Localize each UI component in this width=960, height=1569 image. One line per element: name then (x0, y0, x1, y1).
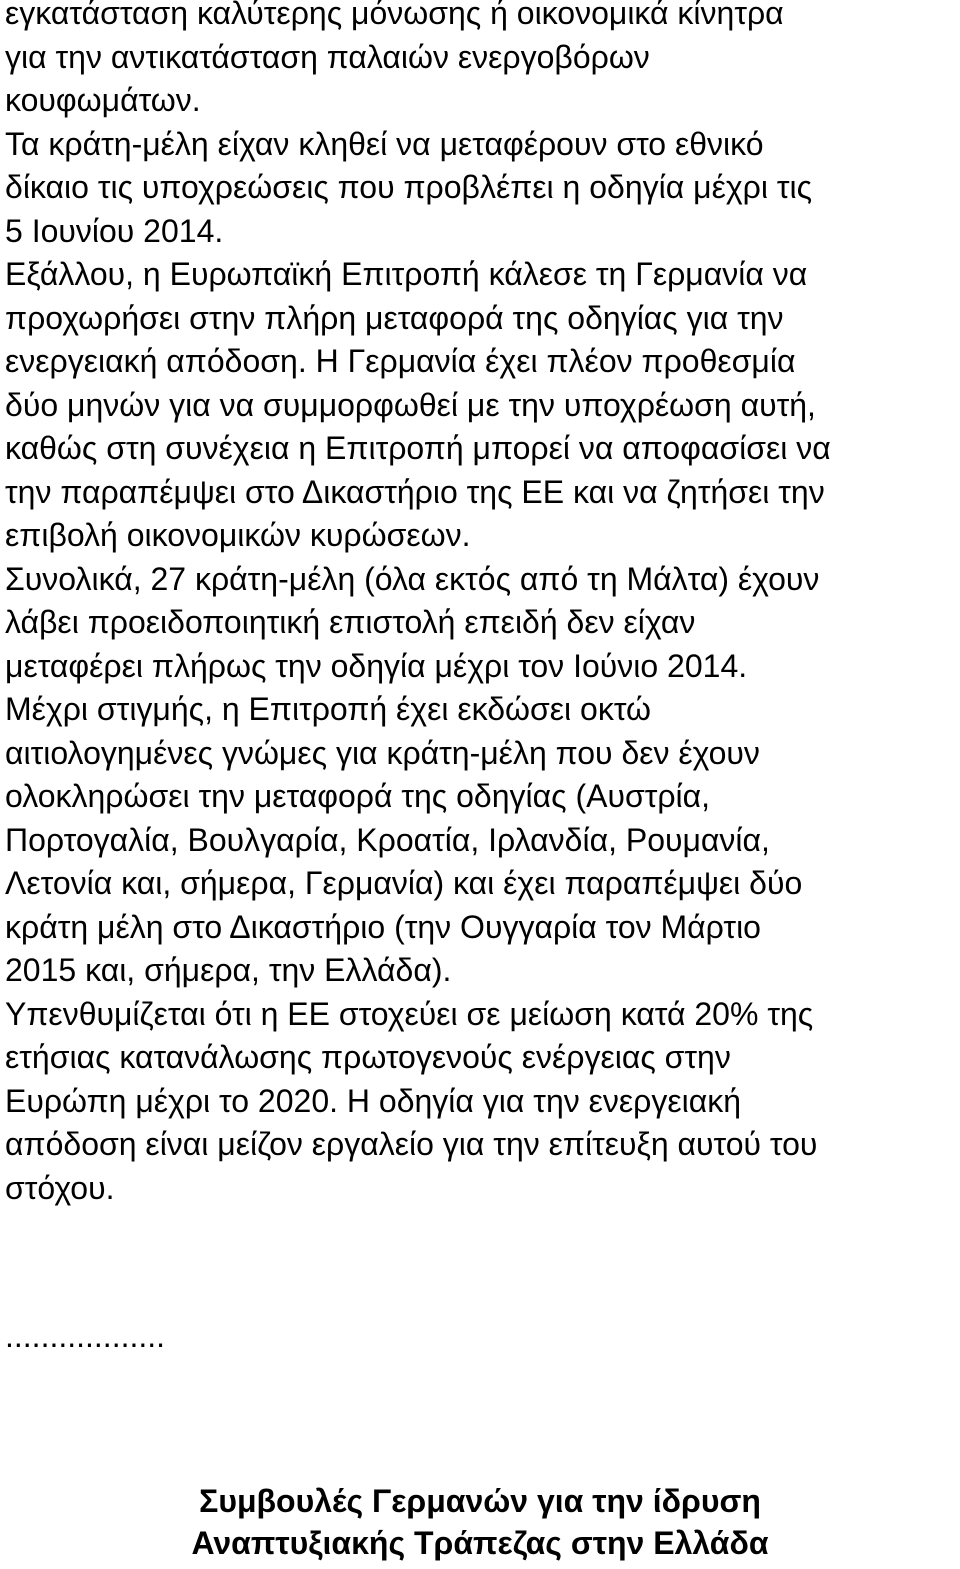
text-line: για την αντικατάσταση παλαιών ενεργοβόρων (5, 38, 650, 75)
text-line: την παραπέμψει στο Δικαστήριο της ΕΕ και να ζητήσει την (5, 473, 825, 510)
text-line: Συνολικά, 27 κράτη-μέλη (όλα εκτός από τη Μάλτα) έχουν (5, 560, 820, 597)
text-line: δίκαιο τις υποχρεώσεις που προβλέπει η οδηγία μέχρι τις (5, 169, 813, 205)
text-line: ετήσιας κατανάλωσης πρωτογενούς ενέργειας στην (5, 1039, 731, 1075)
closing-heading-line: Αναπτυξιακής Τράπεζας στην Ελλάδα (191, 1525, 769, 1561)
article-body (5, 0, 955, 1210)
text-line: 5 Ιουνίου 2014. (5, 212, 224, 249)
text-line: μεταφέρει πλήρως την οδηγία μέχρι τον Ιούνιο 2014. (5, 647, 748, 684)
text-line: προχωρήσει στην πλήρη μεταφορά της οδηγίας για την (5, 299, 784, 336)
text-line: λάβει προειδοποιητική επιστολή επειδή δεν είχαν (5, 604, 696, 640)
text-line: 2015 και, σήμερα, την Ελλάδα). (5, 952, 452, 988)
section-separator: .................. (5, 1318, 166, 1354)
text-line: Πορτογαλία, Βουλγαρία, Κροατία, Ιρλανδία, Ρουμανία, (5, 821, 770, 858)
closing-heading-line: Συμβουλές Γερμανών για την ίδρυση (199, 1483, 761, 1519)
text-line: επιβολή οικονομικών κυρώσεων. (5, 517, 471, 553)
text-line: Λετονία και, σήμερα, Γερμανία) και έχει παραπέμψει δύο (5, 865, 803, 901)
text-line: αιτιολογημένες γνώμες για κράτη-μέλη που δεν έχουν (5, 734, 760, 771)
text-line: Ευρώπη μέχρι το 2020. Η οδηγία για την ενεργειακή (5, 1082, 742, 1119)
text-line: ενεργειακή απόδοση. Η Γερμανία έχει πλέον προθεσμία (5, 343, 796, 379)
text-line: Μέχρι στιγμής, η Επιτροπή έχει εκδώσει οκτώ (5, 691, 652, 727)
text-line: Εξάλλου, η Ευρωπαϊκή Επιτροπή κάλεσε τη Γερμανία να (5, 256, 808, 292)
text-line: δύο μηνών για να συμμορφωθεί με την υποχρέωση αυτή, (5, 386, 816, 423)
closing-heading (0, 1480, 960, 1564)
text-line: Υπενθυμίζεται ότι η ΕΕ στοχεύει σε μείωση κατά 20% της (5, 995, 814, 1032)
text-line: καθώς στη συνέχεια η Επιτροπή μπορεί να αποφασίσει να (5, 430, 831, 466)
text-line: ολοκληρώσει την μεταφορά της οδηγίας (Αυστρία, (5, 778, 711, 814)
text-line: εγκατάσταση καλύτερης μόνωσης ή οικονομικά κίνητρα (5, 0, 784, 31)
text-line: στόχου. (5, 1169, 115, 1206)
text-line: κράτη μέλη στο Δικαστήριο (την Ουγγαρία τον Μάρτιο (5, 908, 761, 945)
text-line: κουφωμάτων. (5, 82, 201, 118)
text-line: απόδοση είναι μείζον εργαλείο για την επίτευξη αυτού του (5, 1126, 818, 1162)
text-line: Τα κράτη-μέλη είχαν κληθεί να μεταφέρουν στο εθνικό (5, 125, 764, 162)
